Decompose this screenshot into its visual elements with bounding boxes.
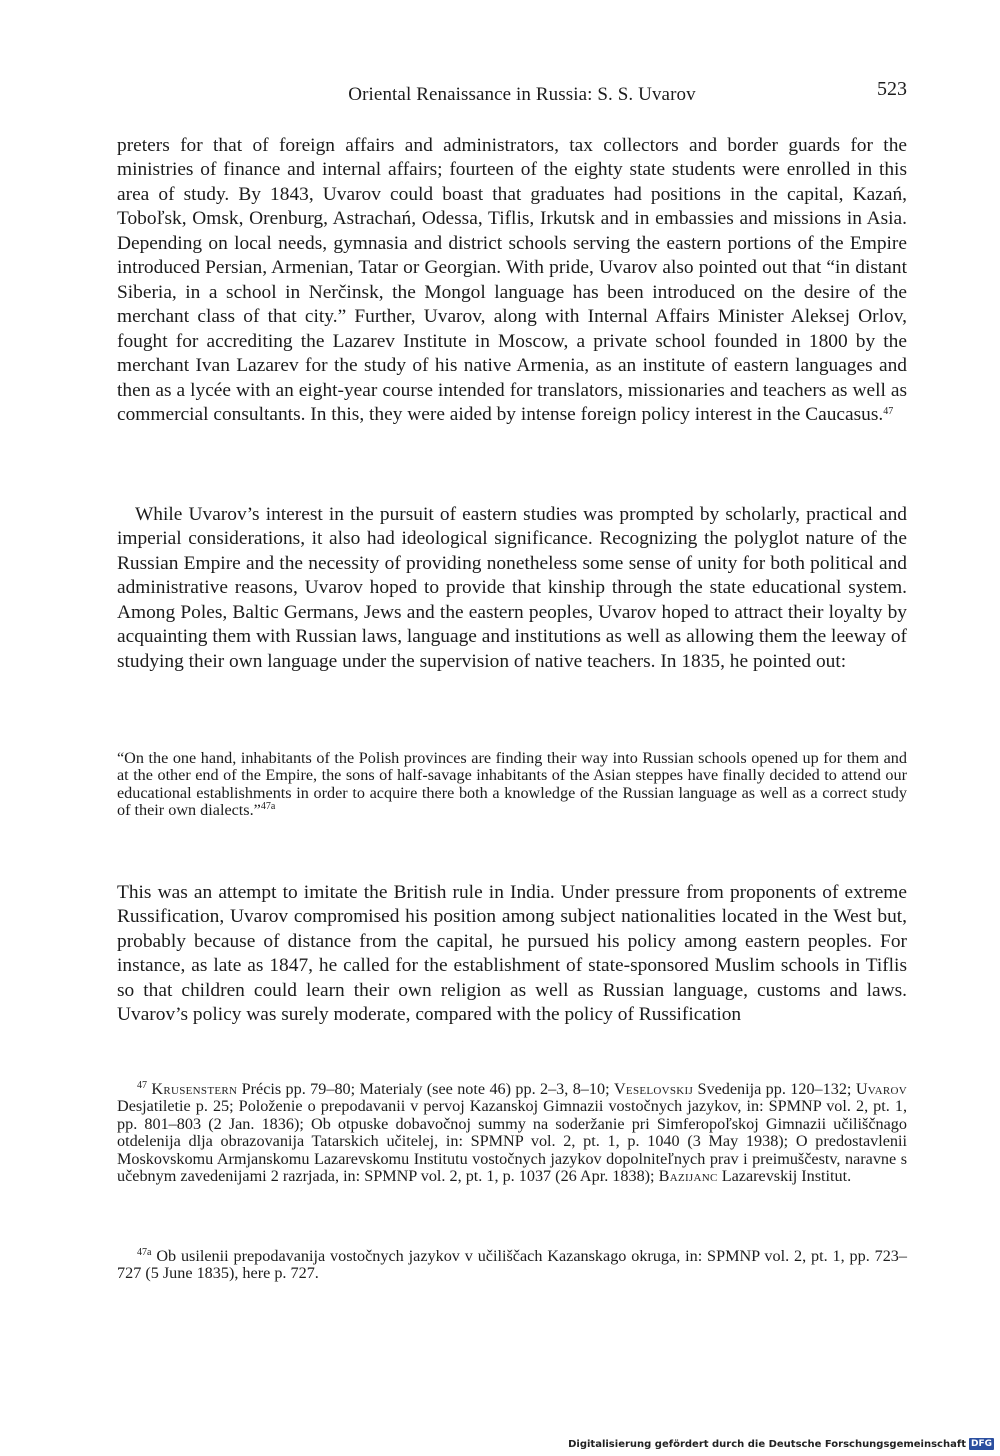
quote-text: “On the one hand, inhabitants of the Polish provinces are finding their way into Russian schools opened up for them and at the other end of the Empire, the sons of half-savage inhabitants of the Asian steppes have finally decided to attend our educational establishments in order to acquire there both a knowledge of the Russian language as well as a correct study of their own dialects.”: [117, 749, 907, 819]
footnote-text: Précis pp. 79–80; Materialy (see note 46) pp. 2–3, 8–10;: [237, 1080, 614, 1098]
page-number: 523: [877, 78, 907, 100]
body-paragraph-1: [117, 134, 907, 427]
credit-text: Digitalisierung gefördert durch die Deutsche Forschungsgemeinschaft: [568, 1438, 966, 1450]
footnote-mark: 47a: [137, 1247, 152, 1258]
digitization-credit: [568, 1438, 994, 1450]
footnote-text: Ob usilenii prepodavanija vostočnych jazykov v učiliščach Kazanskago okruga, in: SPMNP vol. 2, pt. 1, pp. 723–727 (5 June 1835), here p. 727.: [117, 1247, 907, 1283]
author-name: Veselovskij: [613, 1080, 694, 1098]
footnote-47: [117, 1081, 907, 1185]
author-name: Krusenstern: [151, 1080, 238, 1098]
footnote-47a: [117, 1248, 907, 1283]
running-title: Oriental Renaissance in Russia: S. S. Uvarov: [348, 84, 696, 105]
footnote-mark: 47: [137, 1080, 147, 1091]
dfg-logo: DFG: [970, 1439, 992, 1449]
author-name: Bazijanc: [658, 1167, 718, 1186]
footnote-text: Svedenija pp. 120–132;: [693, 1080, 856, 1098]
running-header: [117, 78, 907, 114]
body-paragraph-2: While Uvarov’s interest in the pursuit of eastern studies was prompted by scholarly, practical and imperial considerations, it also had ideological significance. Recognizing the polyglot nature of the Russian Empire and the necessity of providing nonetheless some sense of unity for both political and administrative reasons, Uvarov hoped to provide that kinship through the state educational system. Among Poles, Baltic Germans, Jews and the eastern peoples, Uvarov hoped to attract their loyalty by acquainting them with Russian laws, language and institutions as well as allowing them the leeway of studying their own language under the supervision of native teachers. In 1835, he pointed out:: [117, 504, 907, 672]
footnote-text: Desjatiletie p. 25; Položenie o prepodavanii v pervoj Kazanskoj Gimnazii vostočnych jazykov, in: SPMNP vol. 2, pt. 1, pp. 801–803 (2 Jan. 1836); Ob otpuske dobavočnoj summy na soderžanie pri Simferopoľskoj Gimnazii učiliščnago otdelenija dlja obrazovanija Tatarskich učitelej, in: SPMNP vol. 2, pt. 1, p. 1040 (3 May 1938); O predostavlenii Moskovskomu Armjanskomu Lazarevskomu Institutu vostočnych jazykov dopolniteľnych prav i preimuščestv, naravne s učebnym zavedenijami 2 razrjada, in: SPMNP vol. 2, pt. 1, p. 1037 (26 Apr. 1838);: [117, 1097, 907, 1186]
footnote-ref-47a: 47a: [260, 800, 276, 812]
footnote-text: Lazarevskij Institut.: [717, 1167, 852, 1186]
author-name: Uvarov: [855, 1080, 907, 1098]
block-quote: [117, 750, 907, 819]
paragraph-text: preters for that of foreign affairs and administrators, tax collectors and border guards for the ministries of finance and internal affairs; fourteen of the eighty state students were enrolled in this area of study. By 1843, Uvarov could boast that graduates had positions in the capital, Kazań, Toboľsk, Omsk, Orenburg, Astrachań, Odessa, Tiflis, Irkutsk and in embassies and missions in Asia. Depending on local needs, gymnasia and district schools serving the eastern portions of the Empire introduced Persian, Armenian, Tatar or Georgian. With pride, Uvarov also pointed out that “in distant Siberia, in a school in Nerčinsk, the Mongol language has been introduced on the desire of the merchant class of that city.” Further, Uvarov, along with Internal Affairs Minister Aleksej Orlov, fought for accrediting the Lazarev Institute in Moscow, a private school founded in 1800 by the merchant Ivan Lazarev for the study of his native Armenia, as an institute of eastern languages and then as a lycée with an eight-year course intended for translators, missionaries and teachers as well as commercial consultants. In this, they were aided by intense foreign policy interest in the Caucasus.: [117, 135, 907, 425]
body-paragraph-3: This was an attempt to imitate the British rule in India. Under pressure from proponents of extreme Russification, Uvarov compromised his position among subject nationalities located in the West but, probably because of distance from the capital, he pursued his policy among eastern peoples. For instance, as late as 1847, he called for the establishment of state-sponsored Muslim schools in Tiflis so that children could learn their own religion as well as Russian language, customs and laws. Uvarov’s policy was surely moderate, compared with the policy of Russification: [117, 882, 907, 1026]
footnote-ref-47: 47: [883, 405, 894, 417]
